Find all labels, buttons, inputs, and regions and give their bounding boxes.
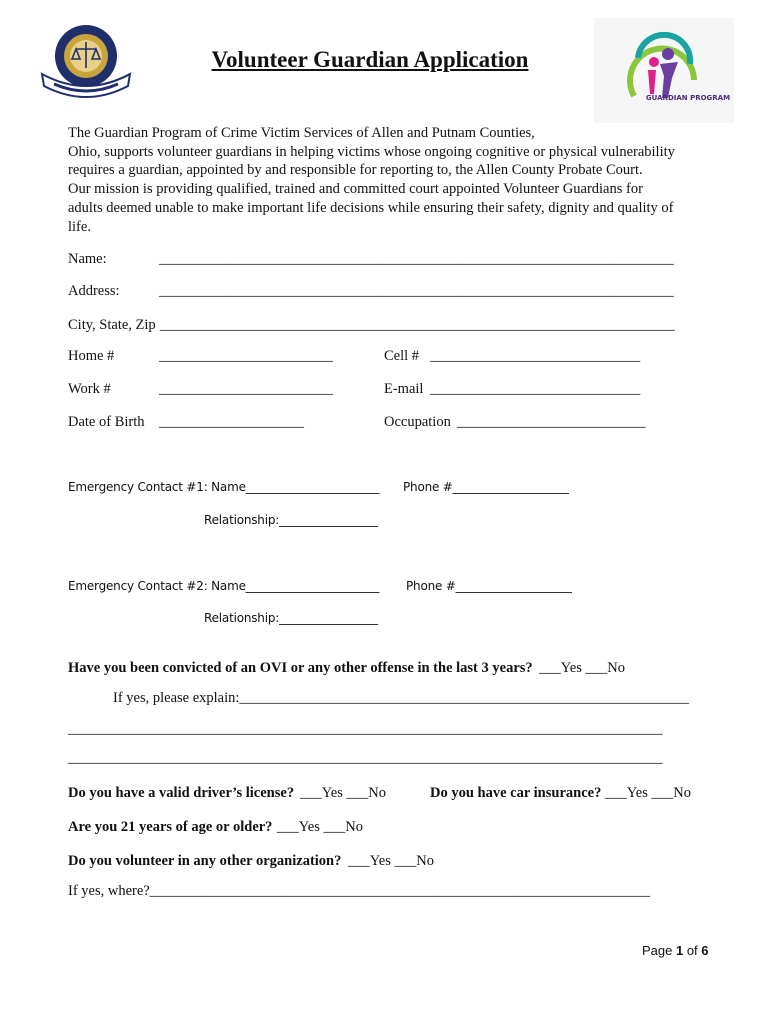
page-prefix: Page <box>642 943 676 958</box>
occupation-label: Occupation <box>384 414 451 430</box>
work-phone-label: Work # <box>68 381 111 397</box>
license-question: Do you have a valid driver’s license? <box>68 785 295 801</box>
ovi-question: Have you been convicted of an OVI or any other offense in the last 3 years? <box>68 660 533 676</box>
email-label: E-mail <box>384 381 424 397</box>
intro-paragraph <box>68 124 708 236</box>
date-of-birth-field[interactable]: ____________________ <box>159 414 304 430</box>
ovi-yes-no-field[interactable]: ___Yes ___No <box>539 660 625 676</box>
ovi-explain-field[interactable]: If yes, please explain:______________________________________________________________ <box>113 690 689 706</box>
intro-line: life. <box>68 218 91 235</box>
home-phone-label: Home # <box>68 348 115 364</box>
email-field[interactable]: _____________________________ <box>430 381 641 397</box>
work-phone-field[interactable]: ________________________ <box>159 381 333 397</box>
address-label: Address: <box>68 283 120 299</box>
emergency-contact-2-relationship-field[interactable]: Relationship:_________________ <box>204 611 378 625</box>
volunteer-yes-no-field[interactable]: ___Yes ___No <box>348 853 434 869</box>
page-total: 6 <box>701 943 709 958</box>
intro-line: Ohio, supports volunteer guardians in helping victims whose ongoing cognitive or physical vulnerability <box>68 143 675 160</box>
date-of-birth-label: Date of Birth <box>68 414 145 430</box>
insurance-yes-no-field[interactable]: ___Yes ___No <box>605 785 691 801</box>
volunteer-question: Do you volunteer in any other organization? <box>68 853 342 869</box>
age-question: Are you 21 years of age or older? <box>68 819 273 835</box>
city-state-zip-field[interactable]: _______________________________________________________________________ <box>160 317 675 333</box>
intro-line: Our mission is providing qualified, trained and committed court appointed Volunteer Guardians for <box>68 181 643 198</box>
insurance-question: Do you have car insurance? <box>430 785 602 801</box>
logo-wordmark: GUARDIAN PROGRAM <box>645 94 731 102</box>
emergency-contact-1-phone-field[interactable]: Phone #____________________ <box>403 480 569 494</box>
emergency-contact-2-phone-field[interactable]: Phone #____________________ <box>406 579 572 593</box>
volunteer-where-field[interactable]: If yes, where?_____________________________________________________________________ <box>68 883 650 899</box>
explain-continuation-line[interactable]: __________________________________________________________________________________ <box>68 750 663 766</box>
address-field[interactable]: _______________________________________________________________________ <box>159 283 674 299</box>
city-state-zip-label: City, State, Zip <box>68 317 156 333</box>
age-yes-no-field[interactable]: ___Yes ___No <box>277 819 363 835</box>
license-yes-no-field[interactable]: ___Yes ___No <box>300 785 386 801</box>
emergency-contact-1-relationship-field[interactable]: Relationship:_________________ <box>204 513 378 527</box>
page-current: 1 <box>675 943 684 958</box>
name-field[interactable]: _______________________________________________________________________ <box>159 251 674 267</box>
emergency-contact-2-name-field[interactable]: Emergency Contact #2: Name_______________________ <box>68 579 380 593</box>
intro-line: The Guardian Program of Crime Victim Services of Allen and Putnam Counties, <box>68 125 535 141</box>
intro-line: requires a guardian, appointed by and responsible for reporting to, the Allen County Probate Court. <box>68 162 643 179</box>
cell-phone-field[interactable]: _____________________________ <box>430 348 641 364</box>
home-phone-field[interactable]: ________________________ <box>159 348 333 364</box>
emergency-contact-1-name-field[interactable]: Emergency Contact #1: Name_______________________ <box>68 480 380 494</box>
page-title: Volunteer Guardian Application <box>211 47 529 72</box>
occupation-field[interactable]: __________________________ <box>457 414 646 430</box>
page-number <box>642 943 709 958</box>
intro-line: adults deemed unable to make important life decisions while ensuring their safety, dignity and quality of <box>68 199 674 216</box>
explain-continuation-line[interactable]: __________________________________________________________________________________ <box>68 721 663 737</box>
cell-phone-label: Cell # <box>384 348 420 364</box>
page-of: of <box>683 943 702 958</box>
name-label: Name: <box>68 251 107 267</box>
